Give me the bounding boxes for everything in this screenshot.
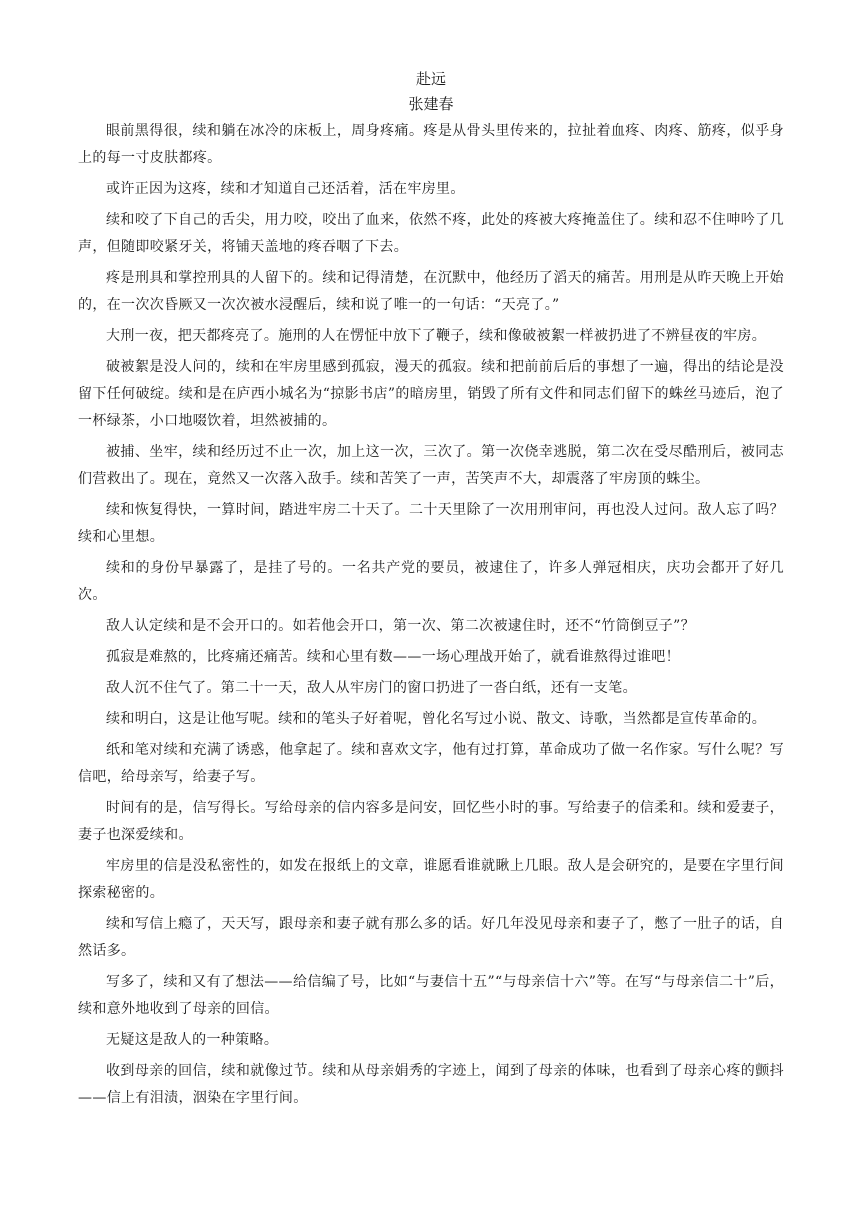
paragraph: 孤寂是难熬的，比疼痛还痛苦。续和心里有数——一场心理战开始了，就看谁熬得过谁吧！ — [106, 649, 680, 665]
paragraph: 续和咬了下自己的舌尖，用力咬，咬出了血来，依然不疼，此处的疼被大疼掩盖住了。续和忍不住呻吟了几声，但随即咬紧牙关，将铺天盖地的疼吞咽了下去。 — [78, 212, 784, 255]
paragraph: 破被絮是没人问的，续和在牢房里感到孤寂，漫天的孤寂。续和把前前后后的事想了一遍，得出的结论是没留下任何破绽。续和是在庐西小城名为“掠影书店”的暗房里，销毁了所有文件和同志们留下的蛛丝马迹后，泡了一杯绿茶，小口地啜饮着，坦然被捕的。 — [78, 359, 784, 429]
paragraph: 眼前黑得很，续和躺在冰冷的床板上，周身疼痛。疼是从骨头里传来的，拉扯着血疼、肉疼、筋疼，似乎身上的每一寸皮肤都疼。 — [78, 123, 784, 166]
paragraph: 牢房里的信是没私密性的，如发在报纸上的文章，谁愿看谁就瞅上几眼。敌人是会研究的，是要在字里行间探索秘密的。 — [78, 858, 784, 901]
paragraph: 敌人认定续和是不会开口的。如若他会开口，第一次、第二次被逮住时，还不“竹筒倒豆子”？ — [106, 618, 696, 634]
document-page — [78, 68, 784, 1116]
paragraph: 续和的身份早暴露了，是挂了号的。一名共产党的要员，被逮住了，许多人弹冠相庆，庆功会都开了好几次。 — [78, 560, 784, 603]
paragraph: 收到母亲的回信，续和就像过节。续和从母亲娟秀的字迹上，闻到了母亲的体味，也看到了母亲心疼的颤抖——信上有泪渍，洇染在字里行间。 — [78, 1063, 784, 1106]
paragraph: 被捕、坐牢，续和经历过不止一次，加上这一次，三次了。第一次侥幸逃脱，第二次在受尽酷刑后，被同志们营救出了。现在，竟然又一次落入敌手。续和苦笑了一声，苦笑声不大，却震落了牢房顶的蛛尘。 — [78, 444, 784, 487]
paragraph: 写多了，续和又有了想法——给信编了号，比如“与妻信十五”“与母亲信十六”等。在写“与母亲信二十”后，续和意外地收到了母亲的回信。 — [78, 974, 784, 1017]
paragraph: 纸和笔对续和充满了诱惑，他拿起了。续和喜欢文字，他有过打算，革命成功了做一名作家。写什么呢？写信吧，给母亲写，给妻子写。 — [78, 742, 784, 785]
paragraph: 敌人沉不住气了。第二十一天，敌人从牢房门的窗口扔进了一沓白纸，还有一支笔。 — [106, 680, 637, 696]
paragraph: 续和写信上瘾了，天天写，跟母亲和妻子就有那么多的话。好几年没见母亲和妻子了，憋了一肚子的话，自然话多。 — [78, 916, 784, 959]
paragraph: 续和恢复得快，一算时间，踏进牢房二十天了。二十天里除了一次用刑审问，再也没人过问。敌人忘了吗？续和心里想。 — [78, 502, 784, 545]
paragraph: 或许正因为这疼，续和才知道自己还活着，活在牢房里。 — [106, 181, 465, 197]
story-title: 赴远 — [415, 70, 446, 88]
paragraph: 续和明白，这是让他写呢。续和的笔头子好着呢，曾化名写过小说、散文、诗歌，当然都是宣传革命的。 — [106, 711, 767, 727]
paragraph: 时间有的是，信写得长。写给母亲的信内容多是问安，回忆些小时的事。写给妻子的信柔和。续和爱妻子，妻子也深爱续和。 — [78, 800, 784, 843]
story-author: 张建春 — [408, 95, 454, 113]
paragraph: 无疑这是敌人的一种策略。 — [106, 1032, 279, 1048]
paragraph: 大刑一夜，把天都疼亮了。施刑的人在愣怔中放下了鞭子，续和像破被絮一样被扔进了不辨昼夜的牢房。 — [106, 328, 767, 344]
paragraph: 疼是刑具和掌控刑具的人留下的。续和记得清楚，在沉默中，他经历了滔天的痛苦。用刑是从昨天晚上开始的，在一次次昏厥又一次次被水浸醒后，续和说了唯一的一句话：“天亮了。” — [78, 270, 784, 313]
story-body — [78, 118, 784, 1112]
